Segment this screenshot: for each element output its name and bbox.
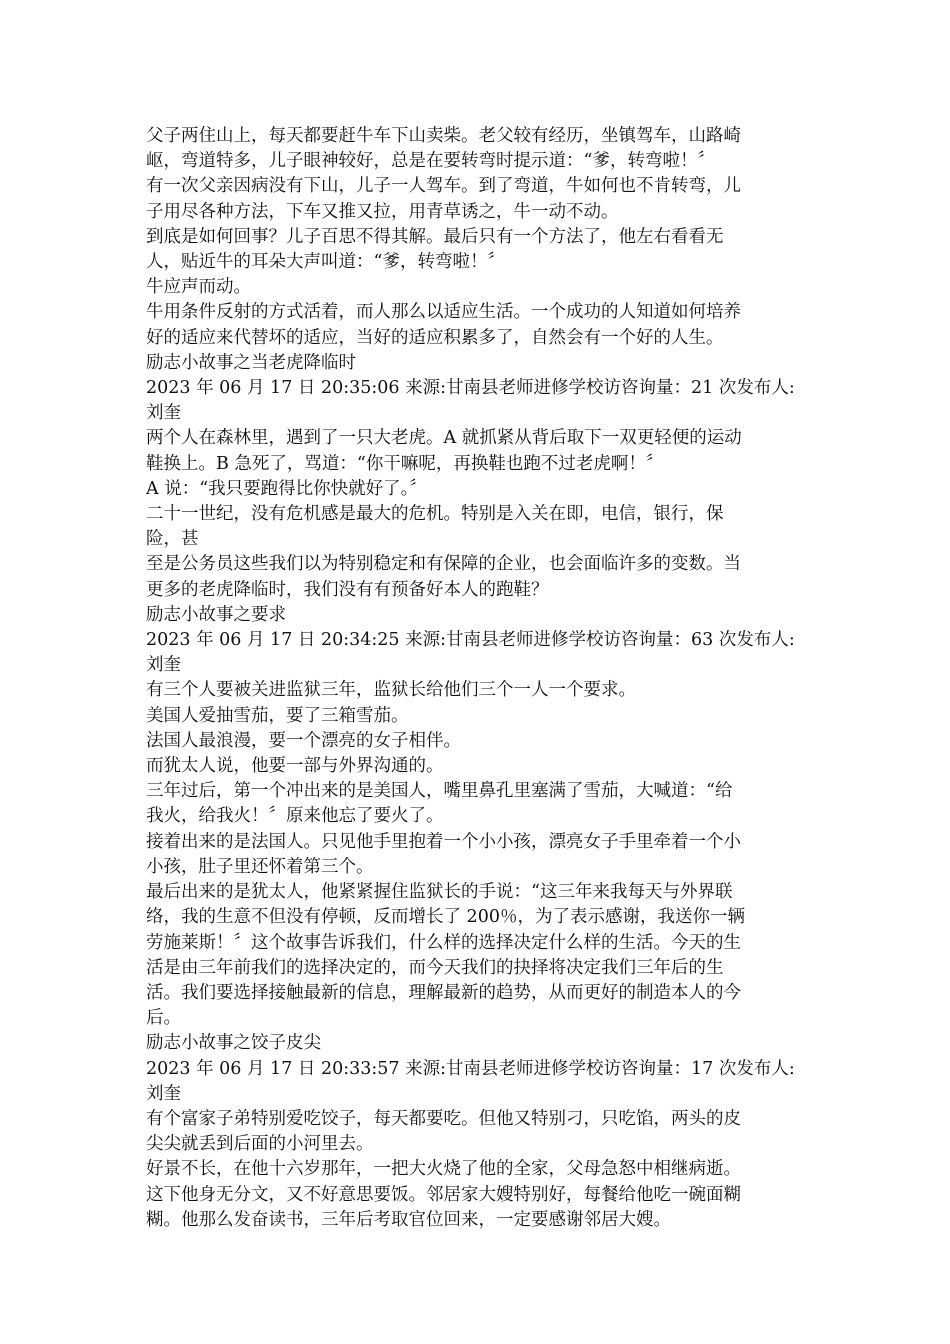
story-author: 刘奎 <box>146 403 181 424</box>
text-line: 险，甚 <box>146 529 199 550</box>
text-line: 有三个人要被关进监狱三年，监狱长给他们三个一人一个要求。 <box>146 680 636 701</box>
text-line: 牛应声而动。 <box>146 277 251 298</box>
text-line: 人，贴近牛的耳朵大声叫道：“爹，转弯啦！〞 <box>146 252 505 273</box>
text-line: 牛用条件反射的方式活着，而人那么以适应生活。一个成功的人知道如何培养 <box>146 302 741 323</box>
document-body <box>146 124 800 1233</box>
text-line: 好的适应来代替坏的适应，当好的适应积累多了，自然会有一个好的人生。 <box>146 327 724 348</box>
text-line: 好景不长，在他十六岁那年，一把大火烧了他的全家，父母急怒中相继病逝。 <box>146 1159 741 1180</box>
story-meta: 2023 年 06 月 17 日 20:34:25 来源:甘南县老师进修学校访咨询量：63 次发布人: <box>146 630 795 651</box>
text-line: 有一次父亲因病没有下山，儿子一人驾车。到了弯道，牛如何也不肯转弯，儿 <box>146 176 741 197</box>
text-line: 法国人最浪漫，要一个漂亮的女子相伴。 <box>146 730 461 751</box>
text-line: 接着出来的是法国人。只见他手里抱着一个小小孩，漂亮女子手里牵着一个小 <box>146 831 741 852</box>
text-line: 活是由三年前我们的选择决定的，而今天我们的抉择将决定我们三年后的生 <box>146 957 724 978</box>
text-line: 岖，弯道特多，儿子眼神较好，总是在要转弯时提示道：“爹，转弯啦！〞 <box>146 151 715 172</box>
text-line: 到底是如何回事？儿子百思不得其解。最后只有一个方法了，他左右看看无 <box>146 226 724 247</box>
text-line: 父子两住山上，每天都要赶牛车下山卖柴。老父较有经历，坐镇驾车，山路崎 <box>146 126 741 146</box>
text-line: 有个富家子弟特别爱吃饺子，每天都要吃。但他又特别刁，只吃馅，两头的皮 <box>146 1108 741 1129</box>
text-line: 我火，给我火！〞原来他忘了要火了。 <box>146 806 444 827</box>
story-meta: 2023 年 06 月 17 日 20:33:57 来源:甘南县老师进修学校访咨询量：17 次发布人: <box>146 1058 795 1079</box>
text-line: 更多的老虎降临时，我们没有有预备好本人的跑鞋？ <box>146 579 549 600</box>
text-line: 活。我们要选择接触最新的信息，理解最新的趋势，从而更好的制造本人的今 <box>146 982 741 1003</box>
text-line: 二十一世纪，没有危机感是最大的危机。特别是入关在即，电信，银行，保 <box>146 504 724 525</box>
text-line: 最后出来的是犹太人，他紧紧握住监狱长的手说：“这三年来我每天与外界联 <box>146 882 733 903</box>
story-title: 励志小故事之饺子皮尖 <box>146 1033 321 1054</box>
text-line: 而犹太人说，他要一部与外界沟通的。 <box>146 756 444 777</box>
text-line: 小孩，肚子里还怀着第三个。 <box>146 856 374 877</box>
text-line: 后。 <box>146 1008 181 1029</box>
story-title: 励志小故事之当老虎降临时 <box>146 352 356 373</box>
text-line: 子用尽各种方法，下车又推又拉，用青草诱之，牛一动不动。 <box>146 201 619 222</box>
text-line: 美国人爱抽雪茄，要了三箱雪茄。 <box>146 705 409 726</box>
story-author: 刘奎 <box>146 655 181 676</box>
story-meta: 2023 年 06 月 17 日 20:35:06 来源:甘南县老师进修学校访咨询量：21 次发布人: <box>146 378 795 399</box>
story-author: 刘奎 <box>146 1083 181 1104</box>
story-title: 励志小故事之要求 <box>146 604 286 625</box>
text-line: 至是公务员这些我们以为特别稳定和有保障的企业，也会面临许多的变数。当 <box>146 554 741 575</box>
text-line: 络，我的生意不但没有停顿，反而增长了 200％，为了表示感谢，我送你一辆 <box>146 907 745 928</box>
text-line: 鞋换上。B 急死了，骂道：“你干嘛呢，再换鞋也跑不过老虎啊！〞 <box>146 453 664 474</box>
text-line: 尖尖就丢到后面的小河里去。 <box>146 1134 374 1155</box>
text-line: 这下他身无分文，又不好意思要饭。邻居家大嫂特别好，每餐给他吃一碗面糊 <box>146 1184 741 1205</box>
text-line: 三年过后，第一个冲出来的是美国人，嘴里鼻孔里塞满了雪茄，大喊道：“给 <box>146 781 733 802</box>
text-line: 劳施莱斯！〞这个故事告诉我们，什么样的选择决定什么样的生活。今天的生 <box>146 932 741 953</box>
text-line: 糊。他那么发奋读书，三年后考取官位回来，一定要感谢邻居大嫂。 <box>146 1209 671 1230</box>
text-line: 两个人在森林里，遇到了一只大老虎。A 就抓紧从背后取下一双更轻便的运动 <box>146 428 742 449</box>
text-line: A 说：“我只要跑得比你快就好了。〞 <box>146 478 427 499</box>
